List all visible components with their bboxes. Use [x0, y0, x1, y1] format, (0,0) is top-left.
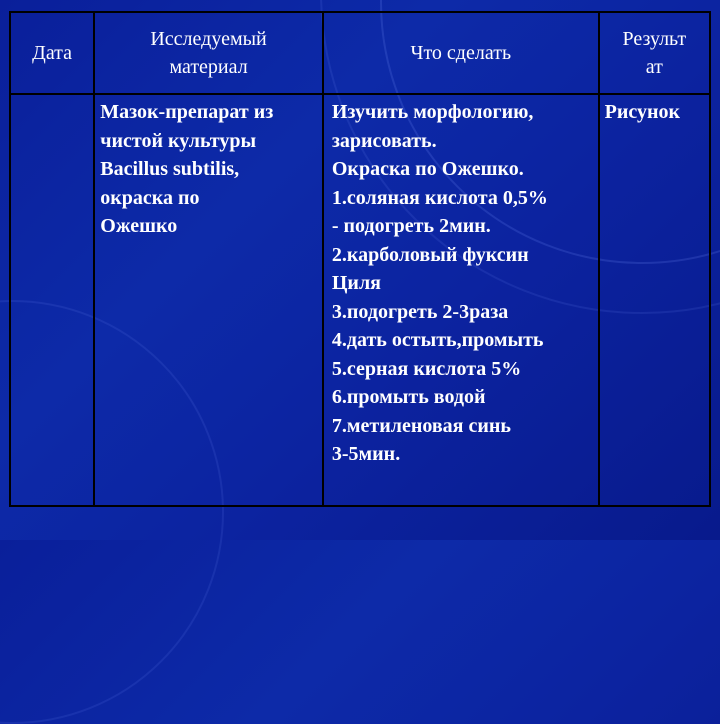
todo-line: Окраска по Ожешко.: [331, 158, 524, 180]
material-line: Мазок-препарат из: [100, 101, 274, 123]
header-result-line2: ат: [645, 56, 663, 78]
cell-result: [599, 94, 710, 506]
cell-material: [94, 94, 323, 506]
header-result: [599, 12, 710, 94]
header-todo: [323, 12, 599, 94]
todo-line: 1.соляная кислота 0,5%: [331, 186, 548, 209]
todo-line: 2.карболовый фуксин: [331, 243, 529, 266]
header-date-label: Дата: [32, 42, 73, 64]
table-row: [10, 94, 710, 506]
header-result-line1: Результ: [622, 28, 687, 50]
todo-line: 4.дать остыть,промыть: [331, 329, 544, 351]
header-material-line1: Исследуемый: [150, 28, 267, 50]
todo-line: 7.метиленовая синь: [331, 414, 511, 437]
todo-line: 6.промыть водой: [331, 386, 486, 408]
header-material-line2: материал: [169, 56, 248, 78]
material-line: Bacillus subtilis,: [100, 158, 240, 180]
todo-line: зарисовать.: [331, 129, 437, 152]
todo-line: - подогреть 2мин.: [331, 215, 491, 237]
header-date: [10, 12, 94, 94]
cell-date: [10, 94, 94, 506]
table-header-row: [10, 12, 710, 94]
material-line: окраска по: [100, 186, 200, 209]
protocol-table: [9, 11, 711, 507]
todo-line: Циля: [331, 272, 381, 294]
material-line: Ожешко: [100, 215, 178, 237]
cell-todo: [323, 94, 599, 506]
header-todo-label: Что сделать: [410, 42, 512, 64]
todo-line: 3-5мин.: [331, 443, 401, 465]
todo-line: Изучить морфологию,: [331, 101, 534, 123]
todo-line: 3.подогреть 2-3раза: [331, 300, 509, 323]
todo-line: 5.серная кислота 5%: [331, 357, 522, 380]
result-value: Рисунок: [604, 101, 681, 123]
material-line: чистой культуры: [100, 129, 257, 152]
header-material: [94, 12, 323, 94]
